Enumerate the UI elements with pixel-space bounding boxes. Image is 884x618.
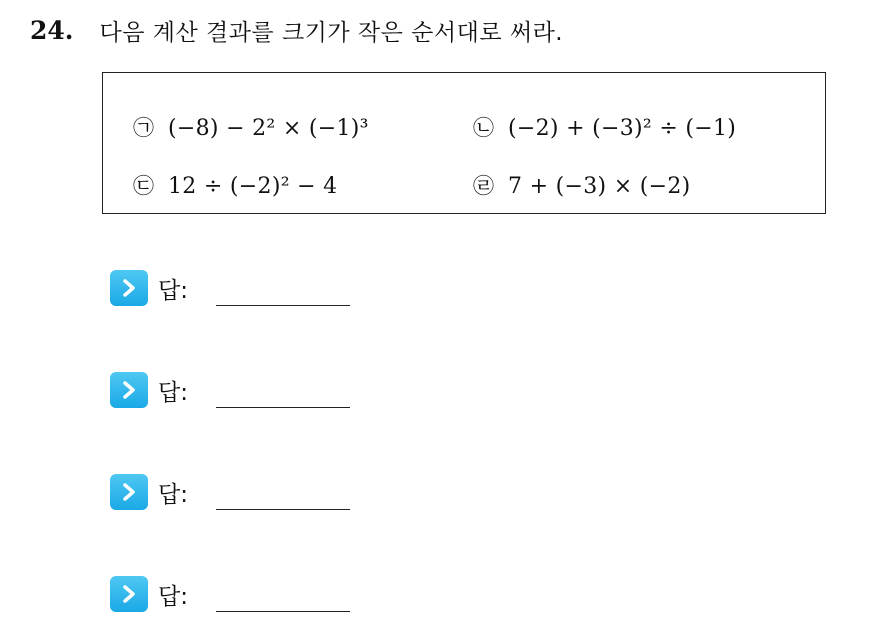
choice-3 xyxy=(133,169,337,203)
question-header xyxy=(30,12,563,48)
choice-1 xyxy=(133,111,369,145)
chevron-right-icon xyxy=(110,372,148,408)
choice-expression: (−8) − 2² × (−1)³ xyxy=(168,115,369,141)
choice-expression: 12 ÷ (−2)² − 4 xyxy=(168,173,338,199)
choice-marker: ㉣ xyxy=(473,173,494,198)
answer-blank[interactable] xyxy=(216,305,350,306)
chevron-right-icon xyxy=(110,270,148,306)
answer-label: 답: xyxy=(158,583,188,610)
choice-marker: ㉡ xyxy=(473,115,494,140)
answer-label: 답: xyxy=(158,277,188,304)
answer-row-1 xyxy=(110,268,350,308)
answer-label: 답: xyxy=(158,379,188,406)
chevron-right-icon xyxy=(110,474,148,510)
choice-2 xyxy=(473,111,736,145)
answer-row-2 xyxy=(110,370,350,410)
choice-4 xyxy=(473,169,691,203)
choice-expression: 7 + (−3) × (−2) xyxy=(508,173,691,199)
answer-blank[interactable] xyxy=(216,407,350,408)
answer-row-3 xyxy=(110,472,350,512)
choice-expression: (−2) + (−3)² ÷ (−1) xyxy=(508,115,737,141)
choice-marker: ㉠ xyxy=(133,115,154,140)
chevron-right-icon xyxy=(110,576,148,612)
question-text: 다음 계산 결과를 크기가 작은 순서대로 써라. xyxy=(99,19,564,46)
answer-label: 답: xyxy=(158,481,188,508)
choice-marker: ㉢ xyxy=(133,173,154,198)
answer-blank[interactable] xyxy=(216,509,350,510)
choices-box xyxy=(102,72,826,214)
answer-blank[interactable] xyxy=(216,611,350,612)
answer-row-4 xyxy=(110,574,350,614)
question-number: 24. xyxy=(30,15,74,45)
